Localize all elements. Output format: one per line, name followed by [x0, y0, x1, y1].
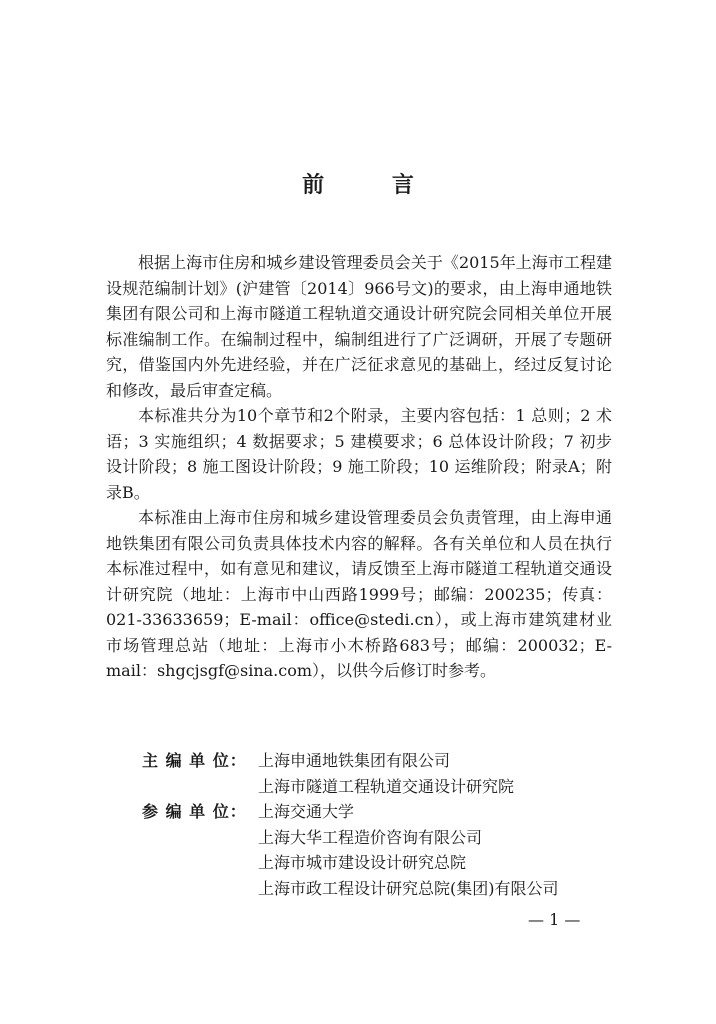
participating-editors-group [106, 799, 626, 901]
chief-editors-label: 主 编 单 位： [142, 751, 247, 770]
chief-editors-list [258, 748, 514, 799]
participating-editor-unit: 上海大华工程造价咨询有限公司 [258, 827, 483, 847]
participating-editors-list [258, 799, 559, 901]
page-number: — 1 — [528, 910, 581, 929]
chief-editors-group [106, 748, 626, 799]
participating-editors-label: 参 编 单 位： [142, 802, 247, 821]
participating-editor-unit: 上海交通大学 [258, 802, 355, 821]
paragraph-management: 本标准由上海市住房和城乡建设管理委员会负责管理，由上海申通地铁集团有限公司负责具体技术内容的解释。各有关单位和人员在执行本标准过程中，如有意见和建议，请反馈至上海市隧道工程轨道交通设计研究院（地址：上海市中山西路1999号；邮编：200235；传真：021-33633659；E-mail：office@stedi.cn），或上海市建筑建材业市场管理总站（地址：上海市小木桥路683号；邮编：200032；E-mail：shgcjsgf@sina.com），以供今后修订时参考。 [106, 508, 612, 680]
chief-editor-unit: 上海申通地铁集团有限公司 [258, 751, 451, 770]
participating-editor-unit: 上海市政工程设计研究总院(集团)有限公司 [258, 878, 559, 898]
page-title: 前 言 [302, 173, 444, 198]
preface-body [106, 250, 612, 684]
paragraph-contents: 本标准共分为10个章节和2个附录，主要内容包括：1 总则；2 术语；3 实施组织；4 数据要求；5 建模要求；6 总体设计阶段；7 初步设计阶段；8 施工图设计阶段；9 施工阶段；10 运维阶段；附录A；附录B。 [106, 406, 612, 502]
participating-editor-unit: 上海市城市建设设计研究总院 [258, 853, 467, 872]
paragraph-background: 根据上海市住房和城乡建设管理委员会关于《2015年上海市工程建设规范编制计划》(沪建管〔2014〕966号文)的要求，由上海申通地铁集团有限公司和上海市隧道工程轨道交通设计研究院会同相关单位开展标准编制工作。在编制过程中，编制组进行了广泛调研，开展了专题研究，借鉴国内外先进经验，并在广泛征求意见的基础上，经过反复讨论和修改，最后审查定稿。 [106, 253, 612, 400]
chief-editor-unit: 上海市隧道工程轨道交通设计研究院 [258, 776, 515, 796]
editor-units [106, 748, 626, 901]
